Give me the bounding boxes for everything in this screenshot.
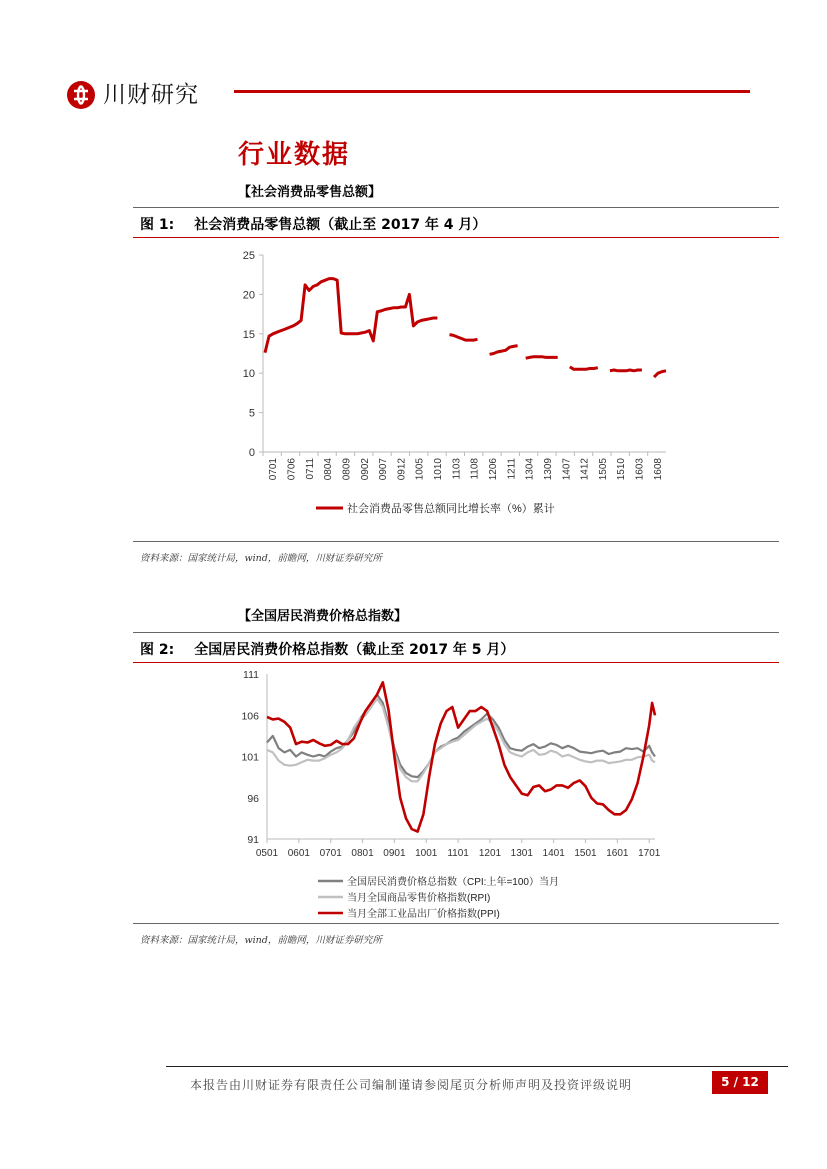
footer-rule [166,1066,788,1067]
section-title: 行业数据 [238,140,351,170]
x-tick-label: 1505 [597,458,609,481]
brand-logo-icon [66,80,96,110]
series-line-2 [267,699,655,782]
series-line [570,367,598,369]
x-tick-label: 0901 [383,848,406,859]
figure1-title-row [140,214,486,234]
footer-disclaimer: 本报告由川财证券有限责任公司编制谨请参阅尾页分析师声明及投资评级说明 [190,1078,633,1092]
x-tick-label: 0804 [323,458,335,481]
x-tick-label: 0701 [268,458,280,481]
x-tick-label: 1206 [487,458,499,481]
x-tick-label: 1304 [524,458,536,481]
y-tick-label: 20 [242,289,255,302]
figure2-subhead: 【全国居民消费价格总指数】 [238,609,408,624]
figure2-source: 资料来源：国家统计局，wind，前瞻网，川财证券研究所 [140,935,382,946]
y-tick-label: 101 [241,751,259,764]
x-tick-label: 1309 [542,458,554,481]
cpi-chart [133,664,779,920]
figure1-title-rule [133,237,779,238]
figure2-bottom-rule [133,923,779,924]
x-tick-label: 1401 [542,848,565,859]
x-tick-label: 1108 [469,458,481,480]
header-rule [234,90,750,93]
legend-label: 当月全国商品零售价格指数(RPI) [347,893,491,904]
x-tick-label: 0902 [359,458,371,481]
figure1-source: 资料来源：国家统计局，wind，前瞻网，川财证券研究所 [140,553,382,564]
y-tick-label: 106 [241,710,259,723]
figure1-bottom-rule [133,541,779,542]
series-line [490,346,518,355]
x-tick-label: 1103 [451,458,463,480]
x-tick-label: 1201 [478,848,502,859]
x-tick-label: 1608 [652,458,664,481]
figure1-subhead: 【社会消费品零售总额】 [238,185,382,200]
x-tick-label: 1603 [634,457,646,481]
x-tick-label: 0501 [255,848,279,859]
brand-name: 川财研究 [103,82,199,108]
x-tick-label: 0711 [304,458,316,480]
legend-label: 全国居民消费价格总指数（CPI:上年=100）当月 [347,877,559,888]
figure2-title-rule [133,662,779,663]
x-tick-label: 1005 [414,458,426,481]
x-tick-label: 0701 [319,848,342,859]
legend-label: 社会消费品零售总额同比增长率（%）累计 [347,503,555,515]
x-tick-label: 1010 [433,458,445,481]
figure2-title: 全国居民消费价格总指数（截止至 2017 年 5 月） [194,642,515,658]
figure1-top-rule [133,207,779,208]
y-tick-label: 5 [248,407,255,420]
figure2-top-rule [133,632,779,633]
figure2-label: 图 2: [140,642,175,658]
x-tick-label: 0706 [286,458,298,481]
x-tick-label: 0601 [287,848,310,859]
x-tick-label: 1211 [506,458,518,480]
y-tick-label: 96 [247,792,259,805]
x-tick-label: 1701 [638,848,661,859]
legend-label: 当月全部工业品出厂价格指数(PPI) [347,909,500,920]
x-tick-label: 1407 [561,458,573,481]
y-tick-label: 15 [242,328,255,341]
x-tick-label: 1501 [574,848,597,859]
series-line [526,357,558,359]
series-line [610,370,642,371]
figure1-label: 图 1: [140,217,175,233]
series-line [654,371,666,377]
page-number-badge: 5 / 12 [712,1071,768,1094]
x-tick-label: 0912 [396,458,408,481]
x-tick-label: 1510 [616,458,628,481]
figure2-title-row [140,639,514,659]
x-tick-label: 0809 [341,458,353,481]
y-tick-label: 25 [242,250,255,262]
x-tick-label: 0907 [378,458,390,481]
x-tick-label: 1301 [510,848,533,859]
series-line [450,335,478,341]
x-tick-label: 1412 [579,458,591,481]
x-tick-label: 1601 [606,848,629,859]
x-tick-label: 0801 [351,848,374,859]
series-line-1 [267,695,655,778]
y-tick-label: 91 [247,834,259,846]
y-tick-label: 111 [243,669,259,681]
series-line [265,279,437,353]
y-tick-label: 10 [242,368,255,381]
y-tick-label: 0 [248,447,255,459]
x-tick-label: 1101 [447,848,469,859]
figure1-title: 社会消费品零售总额（截止至 2017 年 4 月） [194,217,487,233]
x-tick-label: 1001 [415,848,438,859]
retail-sales-chart [133,240,779,536]
